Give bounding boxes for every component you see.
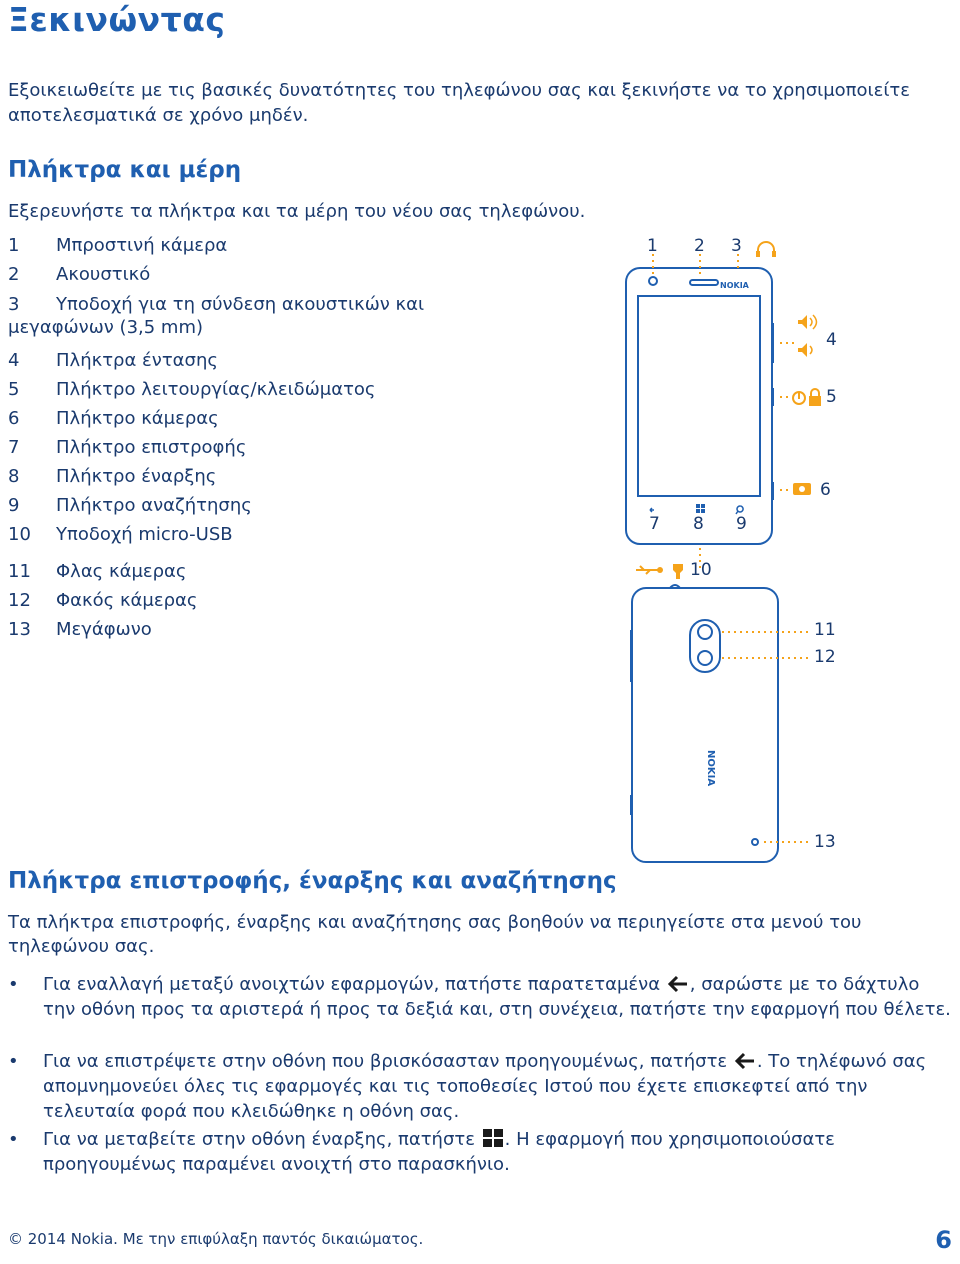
callout-label: 6 bbox=[820, 480, 831, 500]
bullet-dot: • bbox=[8, 974, 19, 995]
lock-icon-shackle bbox=[811, 389, 819, 396]
volume-up-icon bbox=[798, 315, 807, 329]
callout-label: 7 bbox=[649, 514, 660, 534]
part-number: 3 bbox=[8, 294, 20, 315]
front-camera bbox=[649, 277, 657, 285]
nav-back-glyph bbox=[650, 508, 654, 512]
bullet-text bbox=[43, 1127, 955, 1177]
headset-icon-left bbox=[756, 251, 760, 257]
part-number: 6 bbox=[8, 408, 20, 429]
callout-label: 1 bbox=[647, 236, 658, 256]
list-item bbox=[8, 561, 186, 582]
part-label: Μεγάφωνο bbox=[56, 619, 152, 640]
bullet-text-before: Για εναλλαγή μεταξύ ανοιχτών εφαρμογών, πατήστε παρατεταμένα bbox=[43, 974, 666, 995]
camera-icon-lens bbox=[799, 486, 805, 492]
headset-icon bbox=[758, 242, 774, 256]
back-phone-body bbox=[632, 588, 778, 862]
back-icon bbox=[667, 975, 689, 993]
part-label: Μπροστινή κάμερα bbox=[56, 235, 228, 256]
list-item bbox=[8, 408, 219, 429]
part-number: 11 bbox=[8, 561, 31, 582]
phone-diagram bbox=[600, 220, 960, 870]
part-number: 5 bbox=[8, 379, 20, 400]
charger-icon bbox=[673, 564, 683, 579]
usb-icon-dot bbox=[657, 567, 663, 573]
footer-copyright: © 2014 Nokia. Με την επιφύλαξη παντός δικαιώματος. bbox=[8, 1230, 424, 1248]
list-item bbox=[8, 293, 448, 339]
part-number: 9 bbox=[8, 495, 20, 516]
part-number: 10 bbox=[8, 524, 31, 545]
bullet-dot: • bbox=[8, 1051, 19, 1072]
part-number: 7 bbox=[8, 437, 20, 458]
headset-icon-right bbox=[772, 251, 776, 257]
intro-paragraph: Εξοικειωθείτε με τις βασικές δυνατότητες του τηλεφώνου σας και ξεκινήστε να το χρησιμοποιείτε αποτελεσματικά σε χρόνο μηδέν. bbox=[8, 80, 910, 126]
windows-icon bbox=[482, 1128, 504, 1148]
usb-icon bbox=[636, 566, 658, 574]
part-label: Ακουστικό bbox=[56, 264, 151, 285]
bullet-dot: • bbox=[8, 1129, 19, 1150]
section-subtitle: Εξερευνήστε τα πλήκτρα και τα μέρη του νέου σας τηλεφώνου. bbox=[8, 201, 586, 222]
list-item bbox=[8, 1127, 956, 1177]
speaker bbox=[752, 839, 758, 845]
list-item bbox=[8, 590, 197, 611]
page-title: Ξεκινώντας bbox=[8, 0, 226, 39]
bullet-text-after: , σαρώστε με το δάχτυλο την οθόνη προς τα αριστερά ή προς τα δεξιά και, στη συνέχεια, πατήστε την εφαρμογή που θέλετε. bbox=[43, 974, 951, 1020]
list-item bbox=[8, 619, 152, 640]
list-item bbox=[8, 437, 246, 458]
bullet-text bbox=[43, 1049, 955, 1124]
bullet-text-after: . Η εφαρμογή που χρησιμοποιούσατε προηγουμένως παραμένει ανοιχτή στο παρασκήνιο. bbox=[43, 1129, 835, 1175]
list-item bbox=[8, 235, 227, 256]
part-number: 4 bbox=[8, 350, 20, 371]
camera-lens bbox=[698, 651, 712, 665]
part-label: Πλήκτρο λειτουργίας/κλειδώματος bbox=[56, 379, 376, 400]
part-label: Πλήκτρο έναρξης bbox=[56, 466, 217, 487]
camera-flash bbox=[698, 625, 712, 639]
callout-label: 8 bbox=[693, 514, 704, 534]
page-number: 6 bbox=[935, 1226, 952, 1254]
callout-label: 4 bbox=[826, 330, 837, 350]
brand-back: NOKIA bbox=[705, 750, 716, 787]
bullet-text-after: . Το τηλέφωνό σας απομνημονεύει όλες τις εφαρμογές και τις τοποθεσίες Ιστού που έχετε επισκεφτεί από την τελευταία φορά που κλειδώθηκε η οθόνη σας. bbox=[43, 1051, 927, 1122]
part-number: 8 bbox=[8, 466, 20, 487]
part-label: Πλήκτρο αναζήτησης bbox=[56, 495, 252, 516]
callout-label: 10 bbox=[690, 560, 712, 580]
bullet-text bbox=[43, 972, 955, 1022]
part-label: Πλήκτρο κάμερας bbox=[56, 408, 219, 429]
callout-label: 13 bbox=[814, 832, 836, 852]
bullet-text-before: Για να μεταβείτε στην οθόνη έναρξης, πατήστε bbox=[43, 1129, 481, 1150]
part-label: Φλας κάμερας bbox=[56, 561, 187, 582]
bullet-text-before: Για να επιστρέψετε στην οθόνη που βρισκόσασταν προηγουμένως, πατήστε bbox=[43, 1051, 733, 1072]
part-label: Φακός κάμερας bbox=[56, 590, 198, 611]
callout-label: 9 bbox=[736, 514, 747, 534]
list-item bbox=[8, 264, 150, 285]
nav-start-glyph bbox=[696, 504, 705, 513]
list-item bbox=[8, 524, 233, 545]
phone-diagram-svg bbox=[600, 220, 960, 870]
part-label: Πλήκτρα έντασης bbox=[56, 350, 218, 371]
list-item bbox=[8, 1049, 956, 1124]
lock-icon bbox=[809, 396, 821, 406]
list-item bbox=[8, 495, 252, 516]
part-label: Υποδοχή για τη σύνδεση ακουστικών και μεγαφώνων (3,5 mm) bbox=[8, 294, 425, 338]
list-item bbox=[8, 466, 216, 487]
part-label: Υποδοχή micro-USB bbox=[56, 524, 233, 545]
volume-up-waves bbox=[810, 315, 817, 329]
earpiece bbox=[690, 280, 718, 285]
brand-front: NOKIA bbox=[720, 281, 749, 290]
callout-label: 3 bbox=[731, 236, 742, 256]
front-phone-body bbox=[626, 268, 772, 544]
section-heading-nav: Πλήκτρα επιστροφής, έναρξης και αναζήτησης bbox=[8, 868, 617, 894]
list-item bbox=[8, 350, 218, 371]
list-item bbox=[8, 972, 956, 1022]
part-number: 2 bbox=[8, 264, 20, 285]
callout-label: 12 bbox=[814, 647, 836, 667]
nav-paragraph: Τα πλήκτρα επιστροφής, έναρξης και αναζήτησης σας βοηθούν να περιηγείστε στα μενού του τηλεφώνου σας. bbox=[8, 912, 862, 957]
callout-label: 5 bbox=[826, 387, 837, 407]
part-number: 1 bbox=[8, 235, 20, 256]
nav-search-glyph bbox=[736, 506, 743, 514]
part-number: 13 bbox=[8, 619, 31, 640]
callout-label: 11 bbox=[814, 620, 836, 640]
list-item bbox=[8, 379, 376, 400]
volume-down-icon bbox=[798, 343, 807, 357]
part-label: Πλήκτρο επιστροφής bbox=[56, 437, 247, 458]
front-screen bbox=[638, 296, 760, 496]
part-number: 12 bbox=[8, 590, 31, 611]
section-heading-keys: Πλήκτρα και μέρη bbox=[8, 157, 242, 183]
back-icon bbox=[734, 1052, 756, 1070]
callout-label: 2 bbox=[694, 236, 705, 256]
volume-down-wave bbox=[810, 346, 812, 354]
